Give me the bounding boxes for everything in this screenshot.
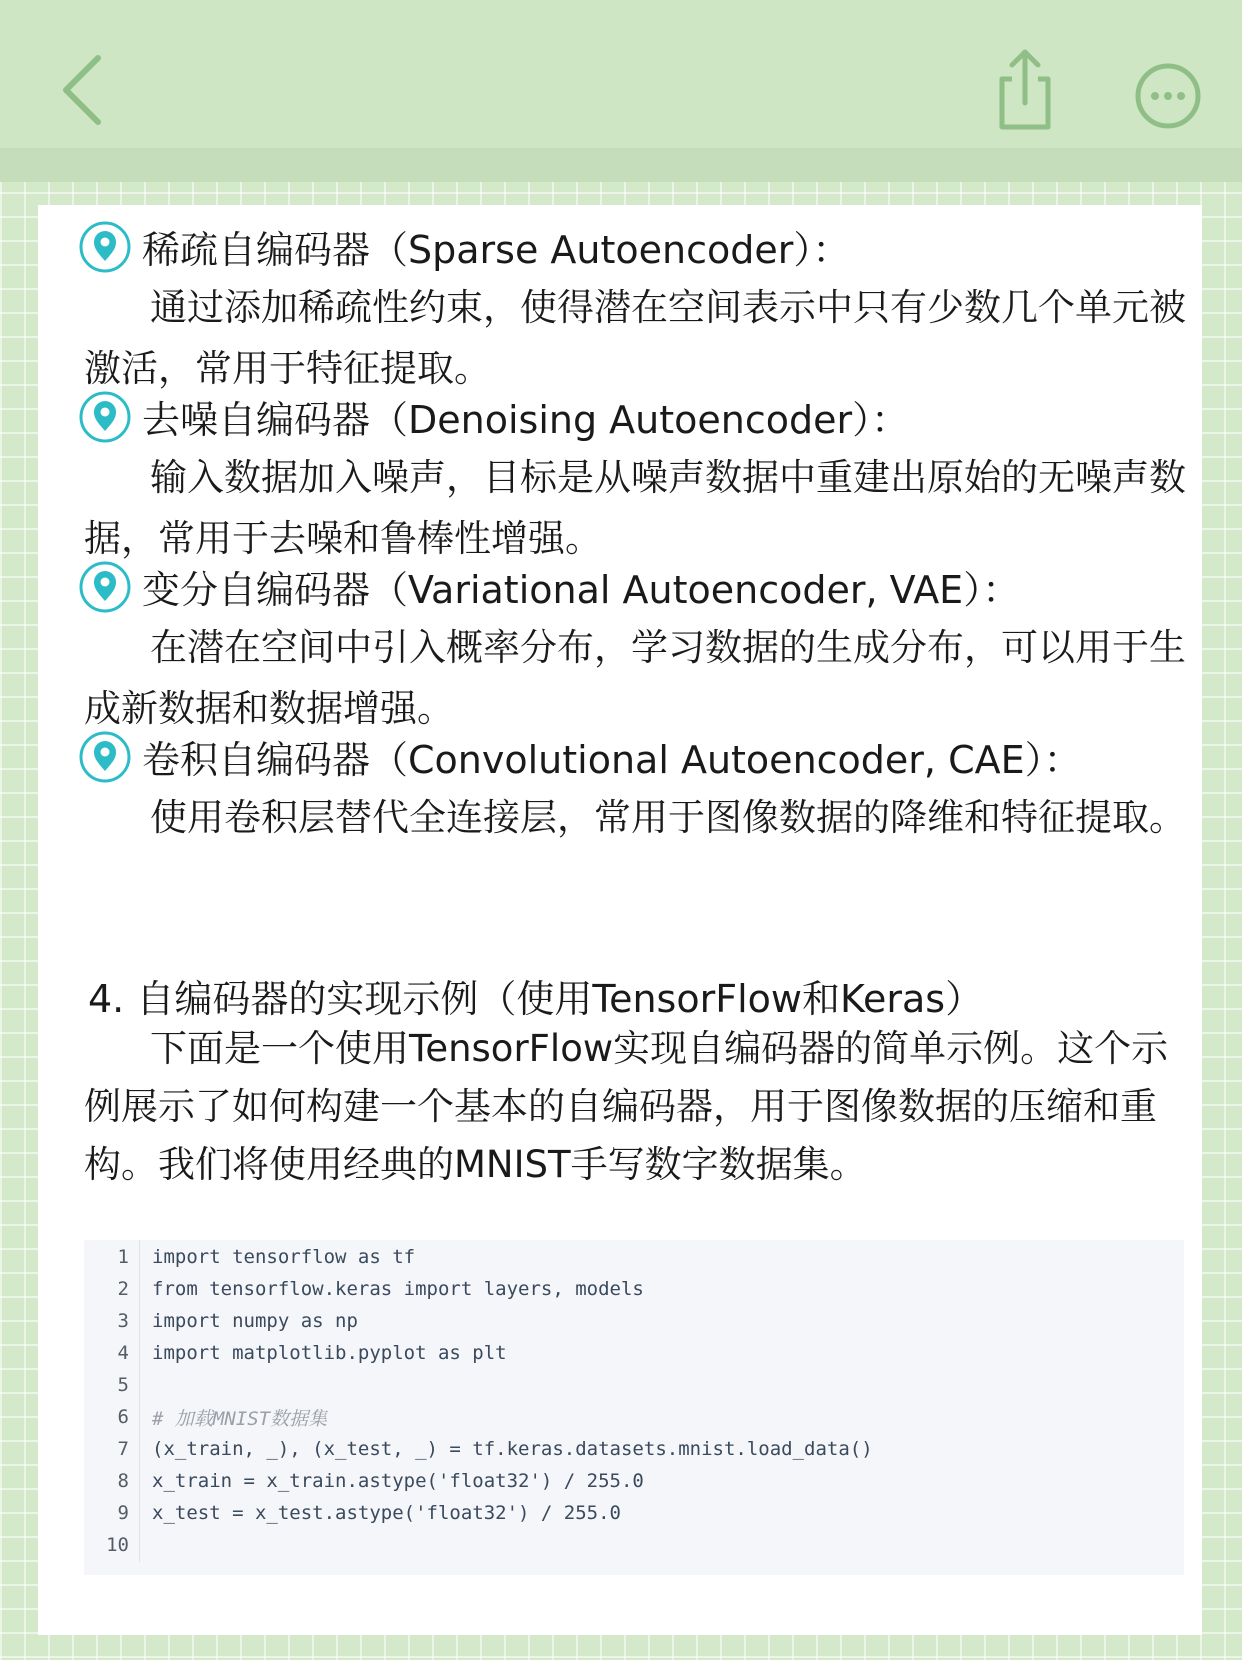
item-title-text: 卷积自编码器（Convolutional Autoencoder, CAE）： <box>142 738 1082 782</box>
line-number: 10 <box>84 1528 140 1562</box>
line-number: 1 <box>84 1240 140 1274</box>
section-description: 下面是一个使用TensorFlow实现自编码器的简单示例。这个示例展示了如何构建一个基本的自编码器，用于图像数据的压缩和重构。我们将使用经典的MNIST手写数字数据集。 <box>84 1027 1169 1186</box>
section-heading: 4. 自编码器的实现示例（使用TensorFlow和Keras） <box>88 977 984 1021</box>
item-title-text: 去噪自编码器（Denoising Autoencoder）： <box>142 398 910 442</box>
location-pin-icon <box>78 730 132 784</box>
code-comment: # 加载MNIST数据集 <box>152 1407 328 1430</box>
item-description: 使用卷积层替代全连接层，常用于图像数据的降维和特征提取。 <box>150 796 1186 839</box>
code-line <box>84 1432 873 1466</box>
code-block <box>84 1240 1184 1575</box>
code-line <box>84 1368 152 1402</box>
code-line <box>84 1496 621 1530</box>
more-button[interactable] <box>1130 58 1230 138</box>
code-line <box>84 1272 644 1306</box>
location-pin-icon <box>78 560 132 614</box>
code-line <box>84 1240 415 1274</box>
more-icon <box>1130 58 1230 138</box>
back-button[interactable] <box>50 50 120 130</box>
list-item-title <box>78 729 1082 784</box>
code-line <box>84 1464 644 1498</box>
code-text: import matplotlib.pyplot as plt <box>152 1342 507 1364</box>
code-text: import numpy as np <box>152 1310 358 1332</box>
line-number: 5 <box>84 1368 140 1402</box>
list-item-title <box>78 389 909 444</box>
line-number: 7 <box>84 1432 140 1466</box>
item-title-text: 稀疏自编码器（Sparse Autoencoder）： <box>142 228 851 272</box>
list-item-title <box>78 559 1020 614</box>
top-bar-divider <box>0 148 1242 182</box>
code-line <box>84 1304 358 1338</box>
line-number: 4 <box>84 1336 140 1370</box>
location-pin-icon <box>78 390 132 444</box>
chevron-left-icon <box>50 50 120 130</box>
code-text: from tensorflow.keras import layers, models <box>152 1278 644 1300</box>
line-number: 9 <box>84 1496 140 1530</box>
code-text: (x_train, _), (x_test, _) = tf.keras.datasets.mnist.load_data() <box>152 1438 873 1460</box>
line-number: 3 <box>84 1304 140 1338</box>
line-number: 8 <box>84 1464 140 1498</box>
code-text: x_test = x_test.astype('float32') / 255.0 <box>152 1502 621 1524</box>
list-item-title <box>78 219 850 274</box>
item-description: 通过添加稀疏性约束，使得潜在空间表示中只有少数几个单元被激活，常用于特征提取。 <box>84 286 1186 390</box>
item-title-text: 变分自编码器（Variational Autoencoder, VAE）： <box>142 568 1021 612</box>
item-description: 输入数据加入噪声，目标是从噪声数据中重建出原始的无噪声数据，常用于去噪和鲁棒性增强。 <box>84 456 1186 560</box>
line-number: 2 <box>84 1272 140 1306</box>
code-line <box>84 1400 327 1434</box>
share-icon <box>990 45 1060 135</box>
share-button[interactable] <box>990 45 1060 135</box>
code-line <box>84 1528 152 1562</box>
code-text: import tensorflow as tf <box>152 1246 416 1268</box>
item-description: 在潜在空间中引入概率分布，学习数据的生成分布，可以用于生成新数据和数据增强。 <box>84 626 1186 730</box>
location-pin-icon <box>78 220 132 274</box>
content-card <box>38 205 1202 1635</box>
line-number: 6 <box>84 1400 140 1434</box>
code-line <box>84 1336 507 1370</box>
code-text: x_train = x_train.astype('float32') / 255.0 <box>152 1470 644 1492</box>
